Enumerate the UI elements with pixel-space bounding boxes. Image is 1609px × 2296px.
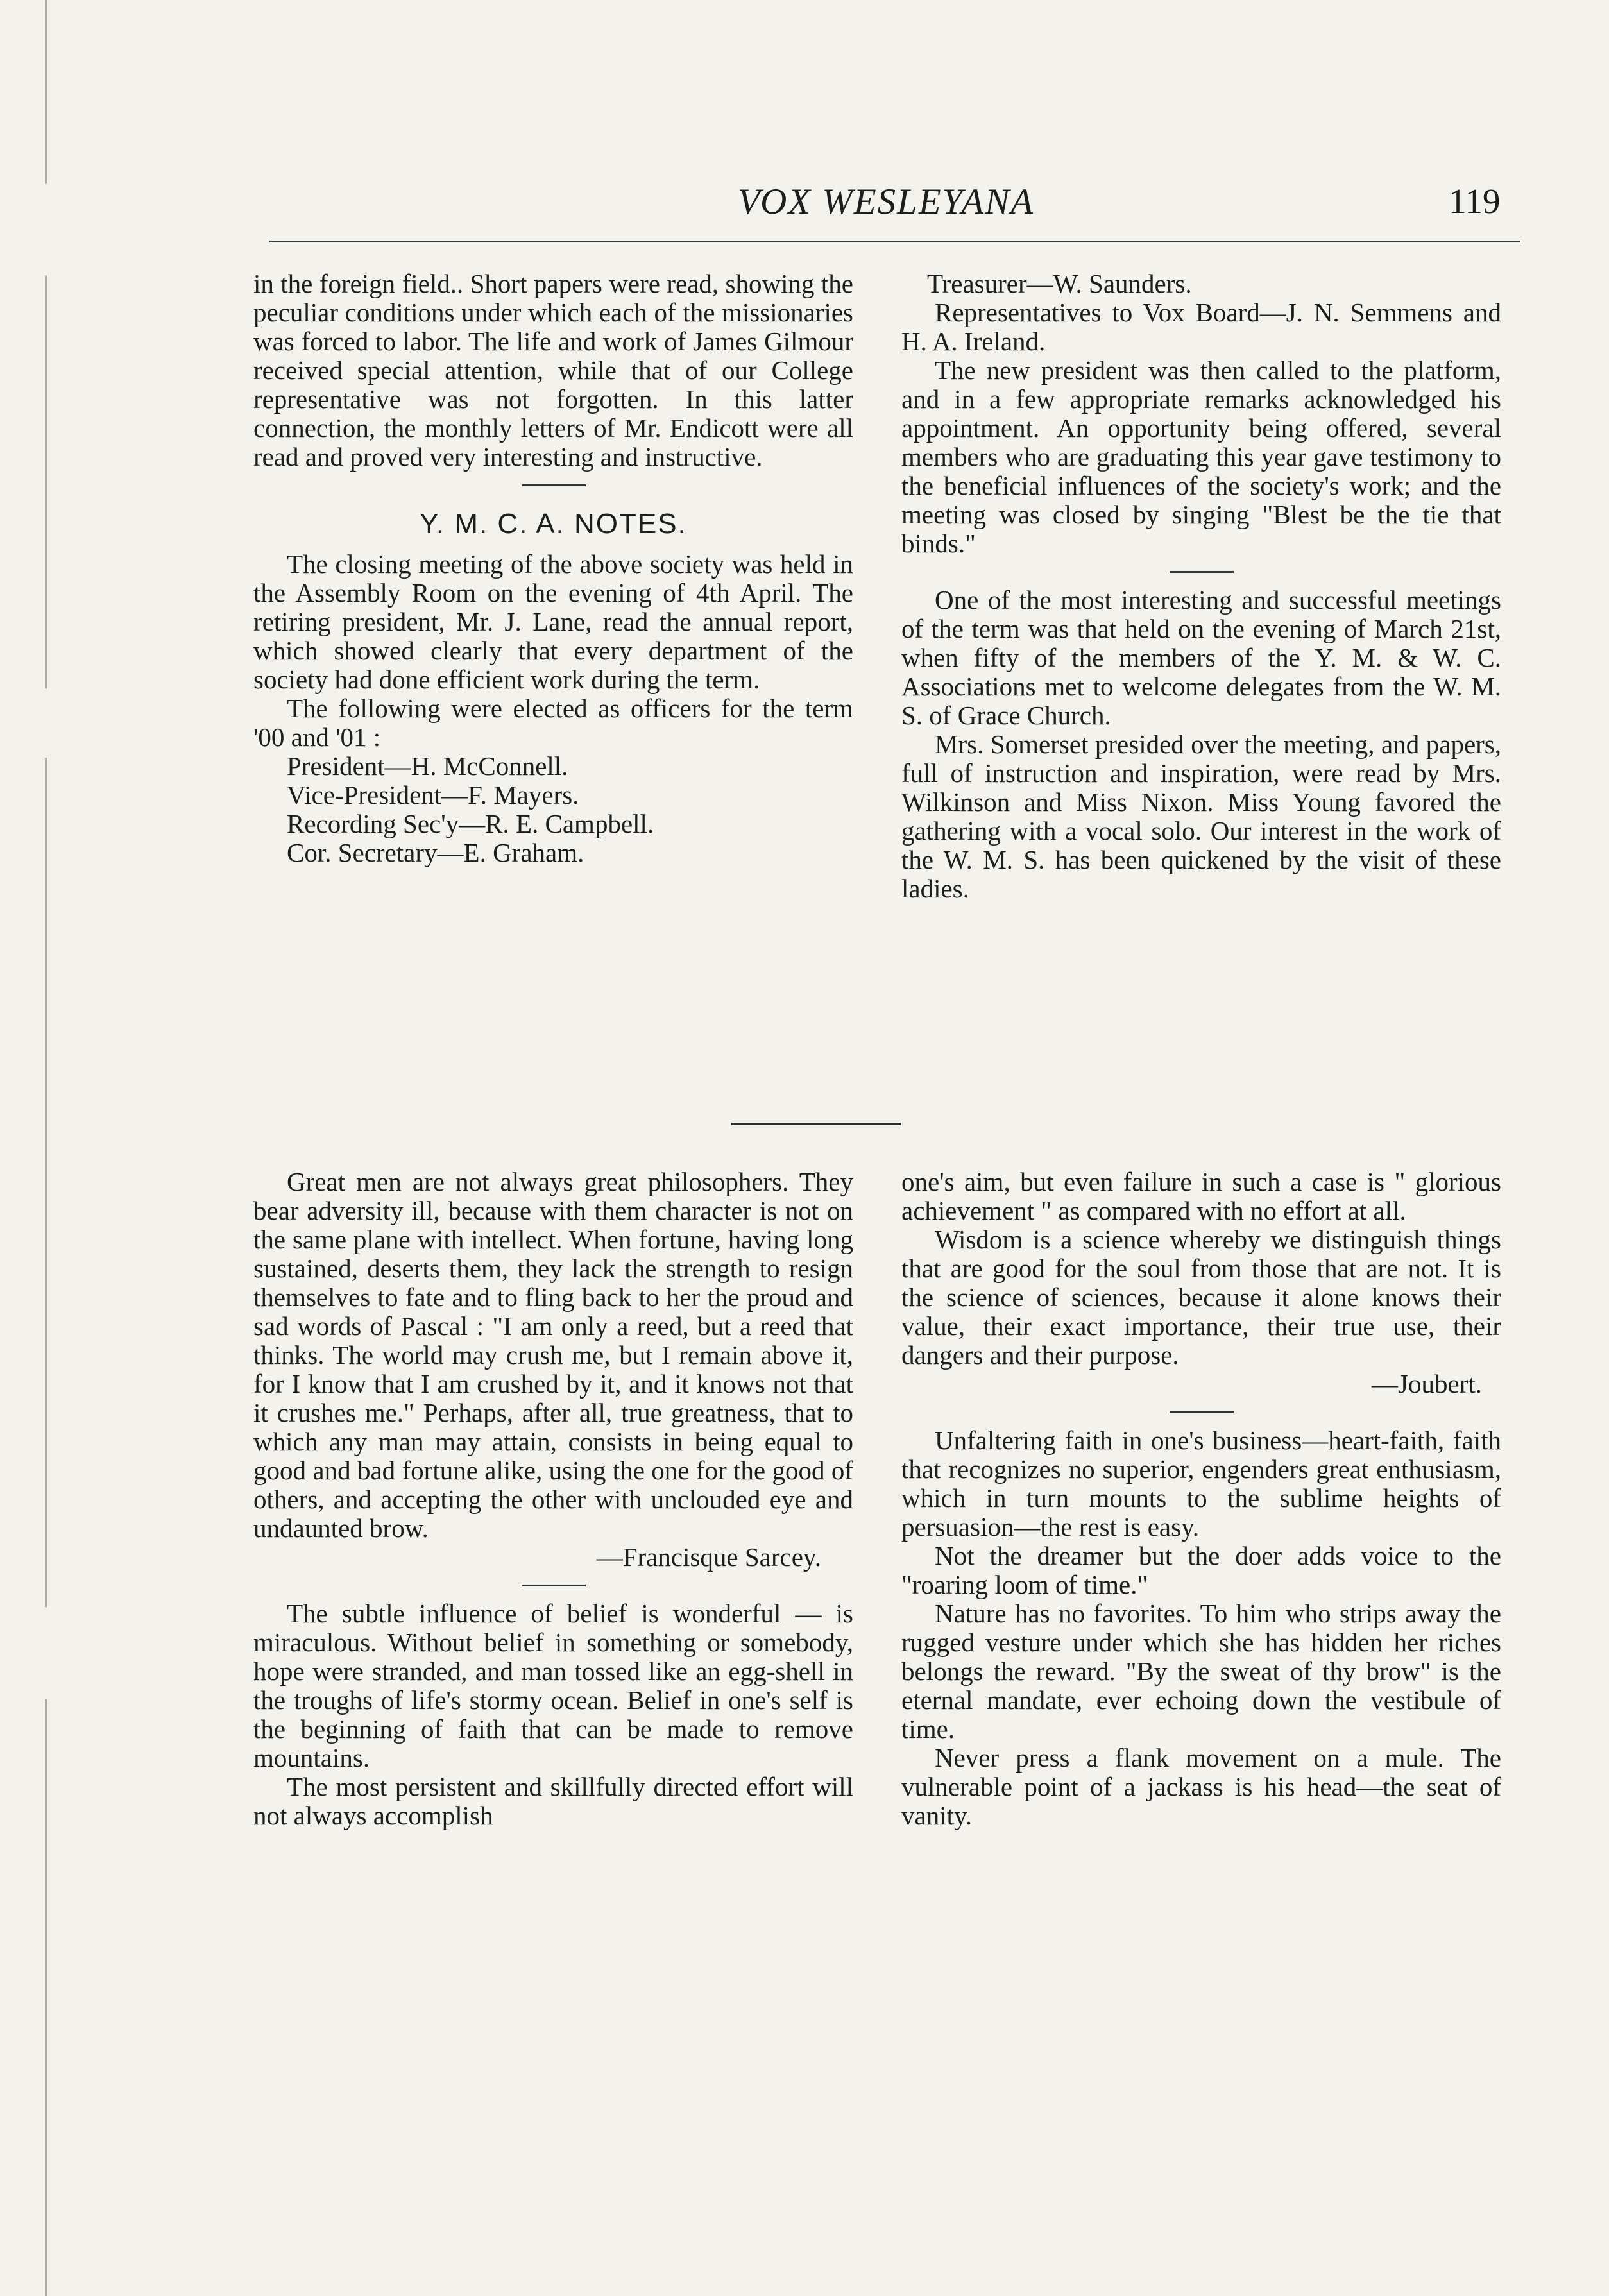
dreamer-doer-paragraph: Not the dreamer but the doer adds voice to the "roaring loom of time." — [901, 1541, 1501, 1599]
officer-treasurer: Treasurer—W. Saunders. — [927, 269, 1192, 298]
running-title: VOX WESLEYANA — [738, 182, 1035, 222]
somerset-paragraph: Mrs. Somerset presided over the meeting, and papers, full of instruction and inspiration, were read by Mrs. Wilkinson and Miss Nixon. Miss Young favored the gathering with a vocal solo. Our interest in the work of the W. M. S. has been quickened by the visit of these ladies. — [901, 729, 1501, 903]
persistent-effort-paragraph: The most persistent and skillfully directed effort will not always accomplish — [253, 1772, 853, 1830]
header-rule — [269, 241, 1520, 242]
officers-list — [253, 752, 853, 867]
unfaltering-faith-paragraph: Unfaltering faith in one's business—heart-faith, faith that recognizes no superior, engenders great enthusiasm, which in turn mounts to the sublime heights of persuasion—the rest is easy. — [901, 1425, 1501, 1542]
continued-paragraph: in the foreign field.. Short papers were read, showing the peculiar conditions under which each of the missionaries was forced to labor. The life and work of James Gilmour received special attention, while that of our College representative was not forgotten. In this latter connection, the monthly letters of Mr. Endicott were all read and proved very interesting and instructive. — [253, 269, 853, 472]
belief-paragraph: The subtle influence of belief is wonderful — is miraculous. Without belief in something or somebody, hope were stranded, and man tossed like an egg-shell in the troughs of life's stormy ocean. Belief in one's self is the beginning of faith that can be made to remove mountains. — [253, 1599, 853, 1773]
section-divider — [1170, 1411, 1234, 1413]
officer-recording-secretary: Recording Sec'y—R. E. Campbell. — [287, 809, 654, 838]
nature-paragraph: Nature has no favorites. To him who strips away the rugged vesture under which she has hidden her riches belongs the reward. "By the sweat of thy brow" is the eternal mandate, ever echoing down the vestibule of time. — [901, 1599, 1501, 1744]
page-header — [0, 181, 1609, 226]
wms-meeting-paragraph: One of the most interesting and successful meetings of the term was that held on the evening of March 21st, when fifty of the members of the Y. M. & W. C. Associations met to welcome delegates from the W. M. S. of Grace Church. — [901, 585, 1501, 730]
upper-right-column — [901, 269, 1501, 903]
officer-president: President—H. McConnell. — [287, 751, 568, 781]
ymca-paragraph-officers-intro: The following were elected as officers for the term '00 and '01 : — [253, 693, 853, 752]
wisdom-paragraph: Wisdom is a science whereby we distinguish things that are good for the soul from those that are not. It is the science of sciences, because it alone knows their value, their exact importance, their true use, their dangers and their purpose. — [901, 1225, 1501, 1370]
ymca-paragraph-closing-meeting: The closing meeting of the above society was held in the Assembly Room on the evening of 4th April. The retiring president, Mr. J. Lane, read the annual report, which showed clearly that every department of the society had done efficient work during the term. — [253, 549, 853, 694]
officer-corresponding-secretary: Cor. Secretary—E. Graham. — [287, 838, 584, 867]
mule-paragraph: Never press a flank movement on a mule. The vulnerable point of a jackass is his head—the seat of vanity. — [901, 1743, 1501, 1830]
section-divider — [522, 484, 586, 486]
page-binding-edge — [45, 0, 47, 2296]
ymca-notes-heading: Y. M. C. A. NOTES. — [420, 508, 687, 540]
representatives-line: Representatives to Vox Board—J. N. Semmens and H. A. Ireland. — [901, 298, 1501, 356]
officer-vice-president: Vice-President—F. Mayers. — [287, 780, 579, 810]
aim-continued-paragraph: one's aim, but even failure in such a case is " glorious achievement " as compared with no effort at all. — [901, 1167, 1501, 1225]
page-number: 119 — [1449, 182, 1501, 221]
page-section-rule — [731, 1123, 901, 1125]
upper-left-column — [253, 269, 853, 867]
attribution-sarcey: —Francisque Sarcey. — [596, 1542, 821, 1572]
great-men-paragraph: Great men are not always great philosophers. They bear adversity ill, because with them character is not on the same plane with intellect. When fortune, having long sustained, deserts them, they lack the strength to resign themselves to fate and to fling back to her the proud and sad words of Pascal : "I am only a reed, but a reed that thinks. The world may crush me, but I remain above it, for I know that I am crushed by it, and it knows not that it crushes me." Perhaps, after all, true greatness, that to which any man may attain, consists in being equal to good and bad fortune alike, using the one for the good of others, and accepting the other with unclouded eye and undaunted brow. — [253, 1167, 853, 1543]
lower-right-column — [901, 1168, 1501, 1830]
attribution-joubert: —Joubert. — [1372, 1369, 1482, 1399]
new-president-paragraph: The new president was then called to the platform, and in a few appropriate remarks acknowledged his appointment. An opportunity being offered, several members who are graduating this year gave testimony to the beneficial influences of the society's work; and the meeting was closed by singing "Blest be the tie that binds." — [901, 355, 1501, 558]
lower-left-column — [253, 1168, 853, 1830]
section-divider — [1170, 571, 1234, 573]
officers-list-continued — [901, 269, 1501, 298]
section-divider — [522, 1585, 586, 1586]
